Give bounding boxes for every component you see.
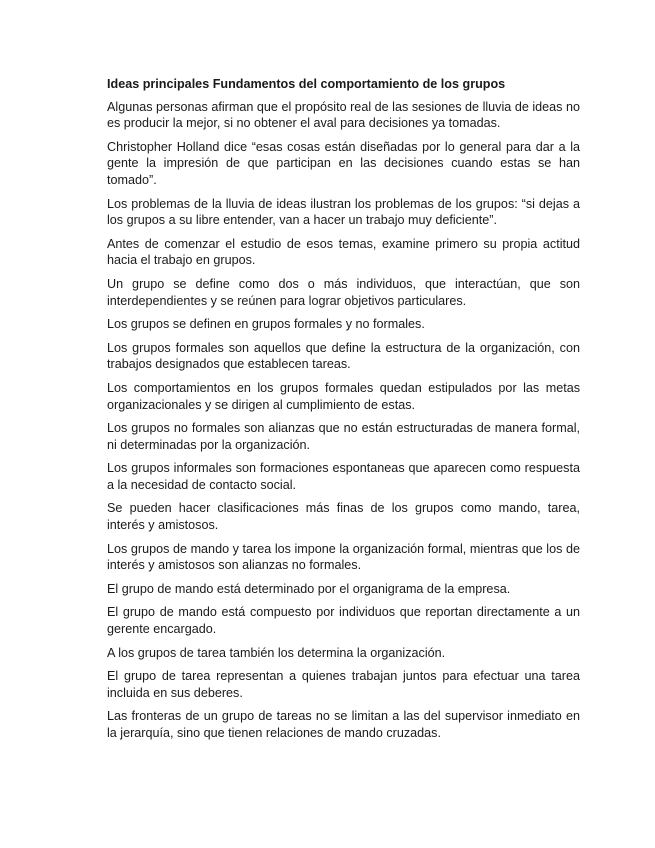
- paragraph: Los grupos formales son aquellos que define la estructura de la organización, con trabajos designados que establecen tareas.: [107, 340, 580, 372]
- paragraph: Los comportamientos en los grupos formales quedan estipulados por las metas organizacionales y se dirigen al cumplimiento de estas.: [107, 380, 580, 412]
- paragraph: Se pueden hacer clasificaciones más finas de los grupos como mando, tarea, interés y amistosos.: [107, 501, 580, 533]
- paragraph: Los problemas de la lluvia de ideas ilustran los problemas de los grupos: “si dejas a los grupos a su libre entender, van a hacer un trabajo muy deficiente”.: [107, 196, 580, 228]
- paragraph: Un grupo se define como dos o más individuos, que interactúan, que son interdependientes y se reúnen para lograr objetivos particulares.: [107, 276, 580, 308]
- paragraph: El grupo de mando está determinado por el organigrama de la empresa.: [107, 581, 511, 596]
- paragraph: Christopher Holland dice “esas cosas están diseñadas por lo general para dar a la gente la impresión de que participan en las decisiones cuando estas se han tomado”.: [107, 139, 580, 187]
- paragraph: Los grupos se definen en grupos formales y no formales.: [107, 317, 425, 332]
- document-page: [107, 76, 580, 749]
- paragraph: El grupo de tarea representan a quienes trabajan juntos para efectuar una tarea incluida en sus deberes.: [107, 669, 580, 700]
- paragraph: Los grupos informales son formaciones espontaneas que aparecen como respuesta a la necesidad de contacto social.: [107, 461, 580, 492]
- paragraph: Algunas personas afirman que el propósito real de las sesiones de lluvia de ideas no es producir la mejor, si no obtener el aval para decisiones ya tomadas.: [107, 99, 580, 131]
- paragraph: Los grupos no formales son alianzas que no están estructuradas de manera formal, ni determinadas por la organización.: [107, 421, 580, 452]
- paragraph: Las fronteras de un grupo de tareas no se limitan a las del supervisor inmediato en la jerarquía, sino que tienen relaciones de mando cruzadas.: [107, 709, 580, 740]
- paragraph: Los grupos de mando y tarea los impone la organización formal, mientras que los de interés y amistosos son alianzas no formales.: [107, 541, 580, 573]
- paragraph: Antes de comenzar el estudio de esos temas, examine primero su propia actitud hacia el trabajo en grupos.: [107, 236, 580, 268]
- paragraph: El grupo de mando está compuesto por individuos que reportan directamente a un gerente encargado.: [107, 605, 580, 637]
- document-title: Ideas principales Fundamentos del comportamiento de los grupos: [107, 77, 506, 91]
- paragraph: A los grupos de tarea también los determina la organización.: [107, 645, 446, 660]
